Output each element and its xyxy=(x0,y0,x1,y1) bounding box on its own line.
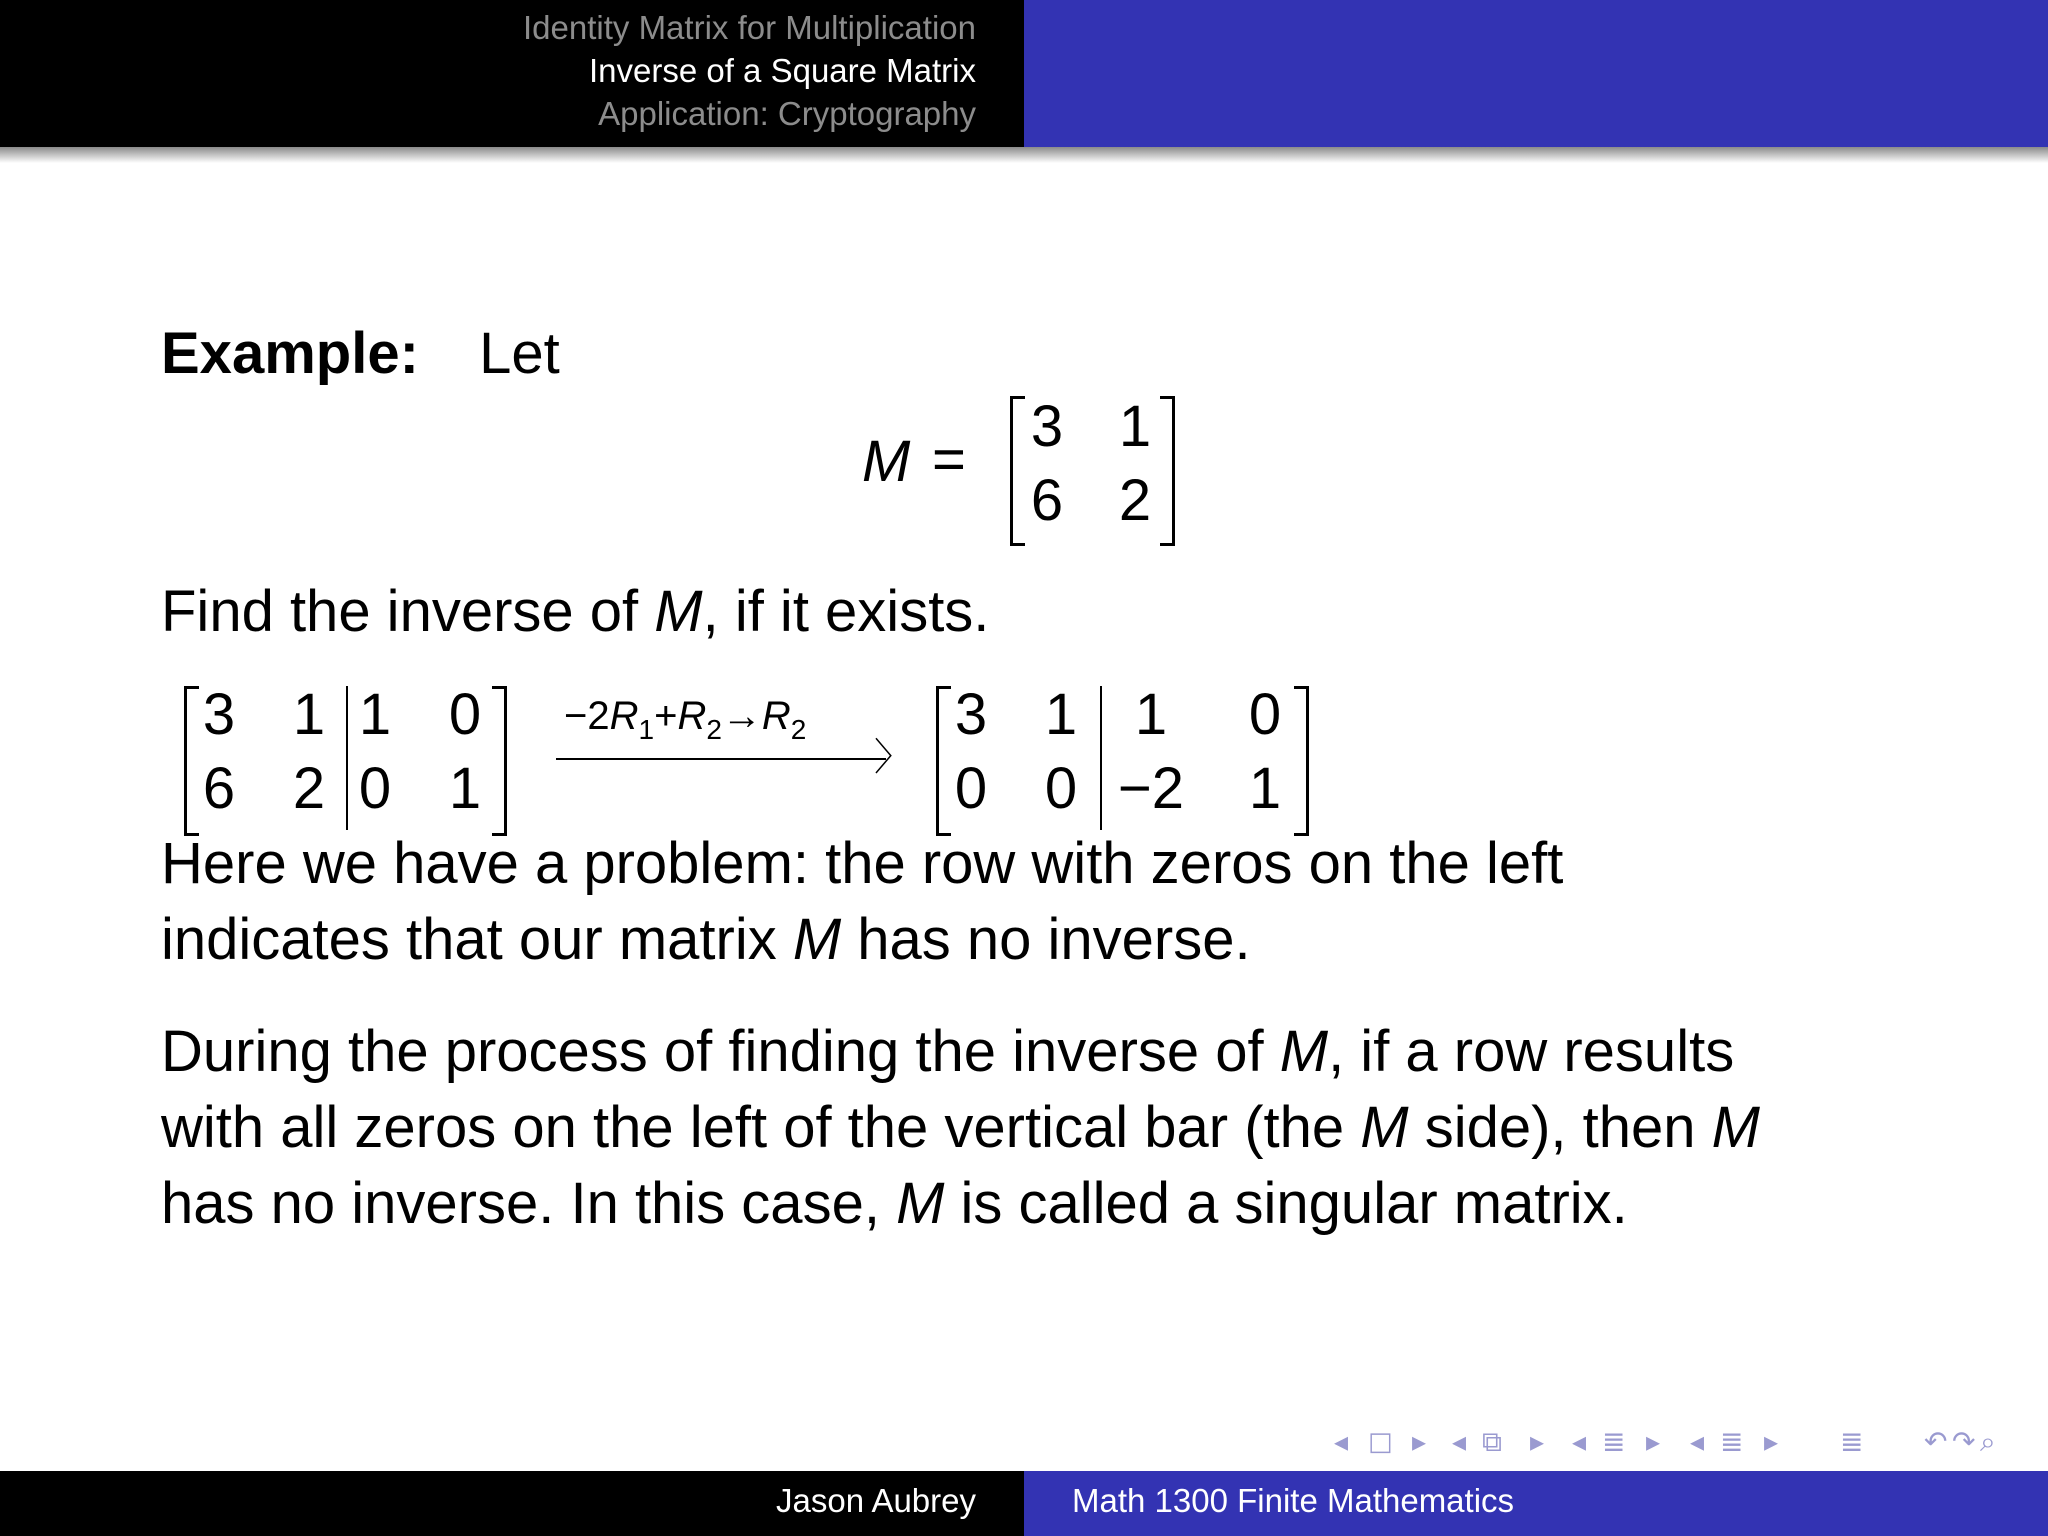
aug-right-bracket xyxy=(492,686,507,836)
row-op-plus: + xyxy=(654,694,678,738)
row-op-coef: −2 xyxy=(564,694,610,738)
row-op-r1: R xyxy=(609,694,639,738)
prompt-var: M xyxy=(654,579,703,644)
matrix-cell: 3 xyxy=(1030,394,1064,459)
nav-cryptography[interactable]: Application: Cryptography xyxy=(598,95,976,132)
conclusion-var: M xyxy=(896,1171,945,1236)
aug2-vertical-bar xyxy=(1100,686,1102,830)
problem-line-1: Here we have a problem: the row with zeros on the left xyxy=(161,831,1564,896)
aug-vertical-bar xyxy=(346,686,348,830)
aug-cell: 1 xyxy=(448,756,482,821)
part-icon[interactable]: ≣ xyxy=(1720,1425,1744,1458)
row-operation-arrow-line xyxy=(556,758,886,760)
frame-next-icon[interactable]: ▸ xyxy=(1412,1425,1427,1458)
row-operation-arrow-head: 〉 xyxy=(874,737,913,779)
conclusion-var: M xyxy=(1711,1095,1760,1160)
header-right-panel xyxy=(1024,0,2048,147)
part-next-icon[interactable]: ▸ xyxy=(1764,1425,1779,1458)
aug2-cell: 3 xyxy=(954,682,988,747)
aug2-cell: −2 xyxy=(1117,756,1185,821)
search-icon[interactable]: ⌕ xyxy=(1980,1425,1996,1458)
row-op-arrow: → xyxy=(721,694,762,738)
matrix-cell: 1 xyxy=(1118,394,1152,459)
example-line xyxy=(161,316,560,392)
toc-icon[interactable]: ≣ xyxy=(1840,1425,1864,1458)
equals-sign: = xyxy=(932,427,966,492)
aug2-cell: 1 xyxy=(1044,682,1078,747)
subsection-next-icon[interactable]: ▸ xyxy=(1530,1425,1545,1458)
section-prev-icon[interactable]: ◂ xyxy=(1572,1425,1587,1458)
aug2-right-bracket xyxy=(1294,686,1309,836)
aug2-cell: 1 xyxy=(1134,682,1168,747)
conclusion-var: M xyxy=(1279,1019,1329,1084)
prompt-text-end: , if it exists. xyxy=(702,579,990,644)
conclusion-text: side), then xyxy=(1408,1095,1712,1160)
aug-cell: 2 xyxy=(292,756,326,821)
problem-line-2 xyxy=(161,902,1251,978)
conclusion-text: has no inverse. In this case, xyxy=(161,1171,897,1236)
example-lead: Let xyxy=(479,321,560,386)
part-prev-icon[interactable]: ◂ xyxy=(1690,1425,1705,1458)
aug2-cell: 0 xyxy=(1044,756,1078,821)
problem-var: M xyxy=(792,907,842,972)
row-op-r2-sub: 2 xyxy=(706,714,722,745)
nav-identity-matrix[interactable]: Identity Matrix for Multiplication xyxy=(523,9,976,46)
conclusion-text: , if a row results xyxy=(1328,1019,1735,1084)
redo-icon[interactable]: ↷ xyxy=(1952,1425,1976,1458)
aug2-cell: 1 xyxy=(1248,756,1282,821)
section-next-icon[interactable]: ▸ xyxy=(1646,1425,1661,1458)
row-op-r2: R xyxy=(677,694,707,738)
undo-icon[interactable]: ↶ xyxy=(1924,1425,1948,1458)
conclusion-text: with all zeros on the left of the vertical bar (the xyxy=(161,1095,1361,1160)
aug-cell: 0 xyxy=(358,756,392,821)
header-shadow xyxy=(0,147,2048,163)
example-label: Example: xyxy=(161,321,419,386)
aug2-cell: 0 xyxy=(954,756,988,821)
conclusion-text: During the process of finding the inverse of xyxy=(161,1019,1280,1084)
prompt-text: Find the inverse of xyxy=(161,579,655,644)
matrix-cell: 6 xyxy=(1030,468,1064,533)
conclusion-line-2 xyxy=(161,1090,1760,1166)
aug-cell: 1 xyxy=(292,682,326,747)
row-op-r3-sub: 2 xyxy=(790,714,807,745)
frame-prev-icon[interactable]: ◂ xyxy=(1334,1425,1349,1458)
aug-cell: 0 xyxy=(448,682,482,747)
subsection-icon[interactable]: ⧉ xyxy=(1482,1425,1502,1458)
conclusion-var: M xyxy=(1360,1095,1409,1160)
aug-cell: 3 xyxy=(202,682,236,747)
matrix-name: M xyxy=(862,429,911,494)
aug2-cell: 0 xyxy=(1248,682,1282,747)
footer-author: Jason Aubrey xyxy=(776,1482,976,1519)
conclusion-text: is called a singular matrix. xyxy=(944,1171,1628,1236)
aug-cell: 6 xyxy=(202,756,236,821)
problem-text-end: has no inverse. xyxy=(841,907,1251,972)
prompt-line xyxy=(161,574,989,650)
problem-text: indicates that our matrix xyxy=(161,907,793,972)
row-op-r3: R xyxy=(761,694,791,738)
footer-course: Math 1300 Finite Mathematics xyxy=(1072,1482,1515,1519)
nav-inverse-square-matrix[interactable]: Inverse of a Square Matrix xyxy=(588,52,976,89)
row-operation-label xyxy=(564,694,807,745)
subsection-prev-icon[interactable]: ◂ xyxy=(1452,1425,1467,1458)
conclusion-line-3 xyxy=(161,1166,1628,1242)
matrix-right-bracket xyxy=(1160,396,1175,546)
row-op-r1-sub: 1 xyxy=(638,714,655,745)
aug-cell: 1 xyxy=(358,682,392,747)
frame-icon[interactable]: □ xyxy=(1368,1427,1393,1457)
matrix-cell: 2 xyxy=(1118,468,1152,533)
section-icon[interactable]: ≣ xyxy=(1602,1425,1626,1458)
conclusion-line-1 xyxy=(161,1014,1734,1090)
